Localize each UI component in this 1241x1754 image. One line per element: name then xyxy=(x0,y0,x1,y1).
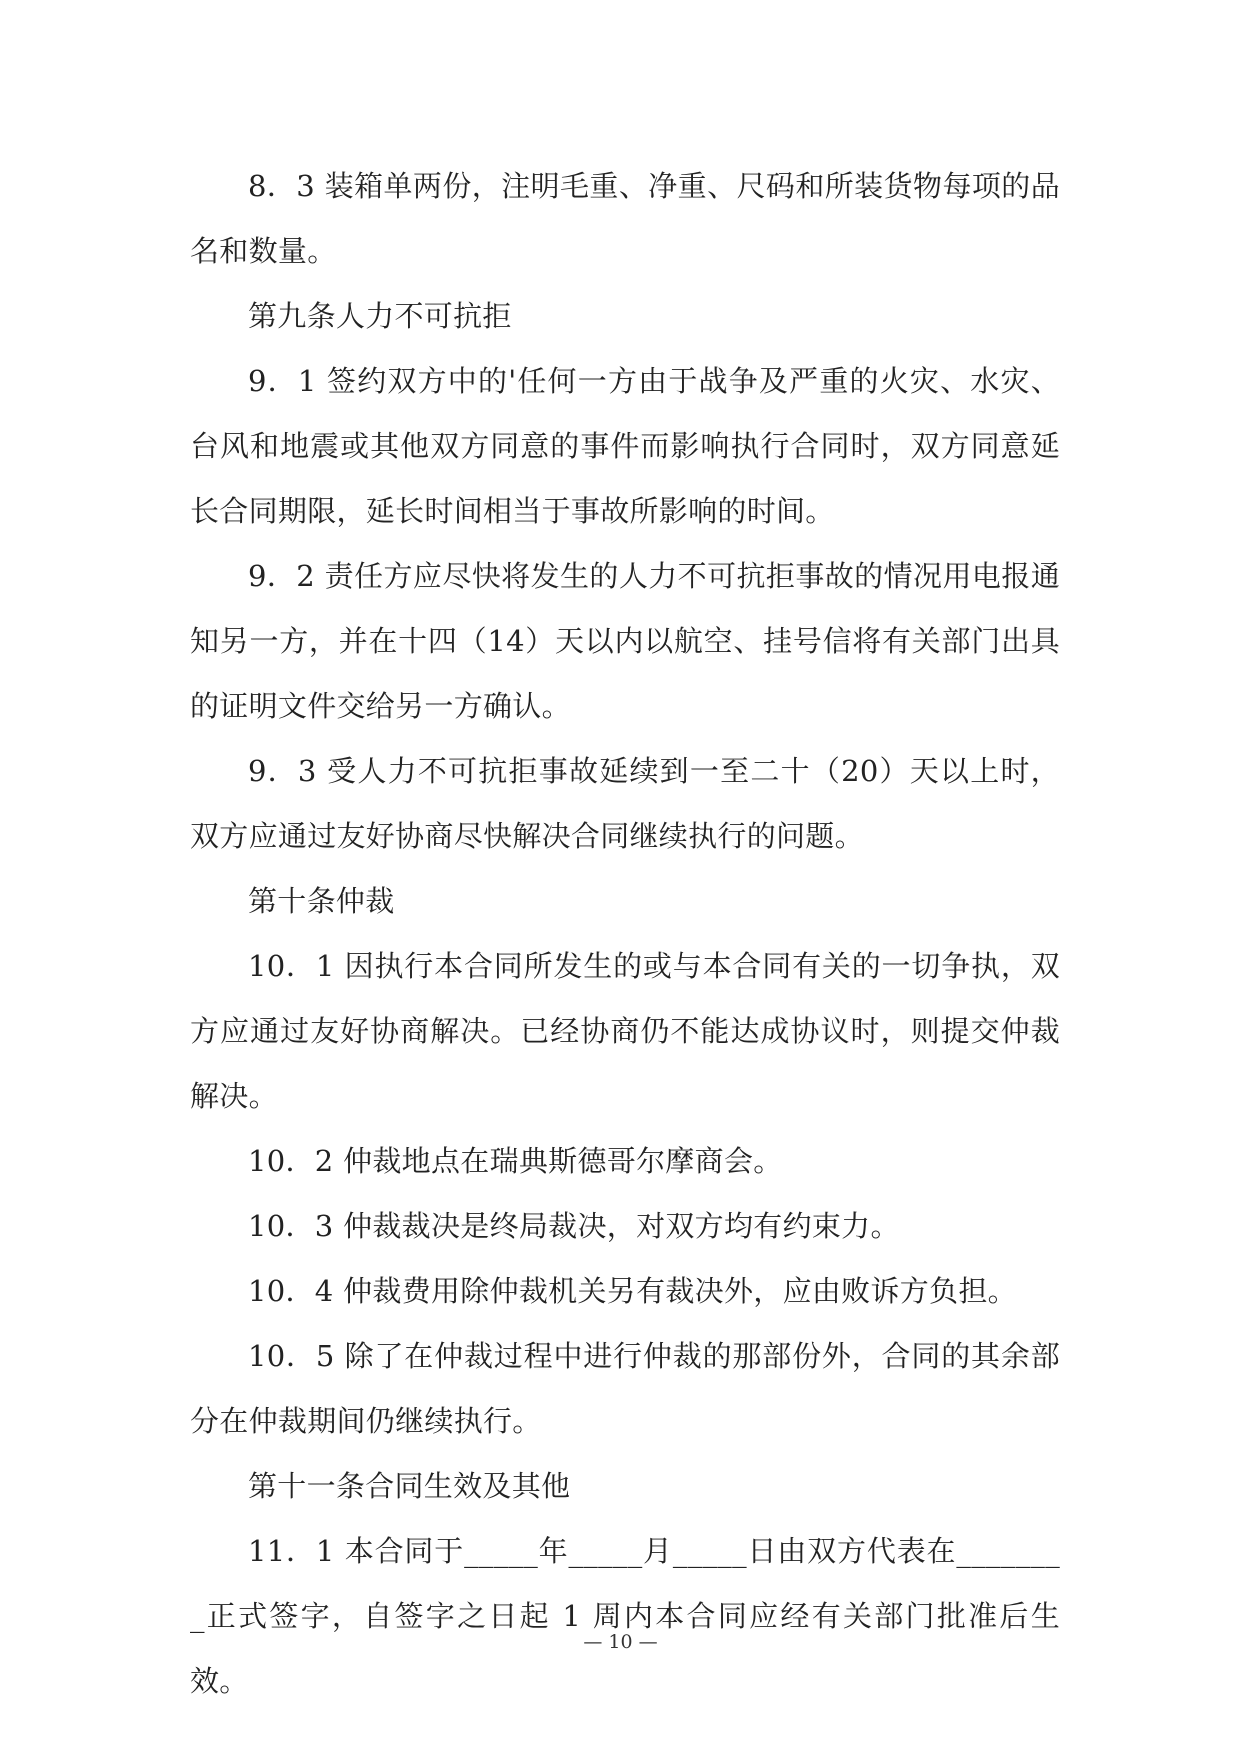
paragraph-10-3: 10．3 仲裁裁决是终局裁决，对双方均有约束力。 xyxy=(248,1209,900,1243)
paragraph-10-2: 10．2 仲裁地点在瑞典斯德哥尔摩商会。 xyxy=(248,1144,783,1178)
document-body xyxy=(190,154,1060,1714)
paragraph-9-3: 9．3 受人力不可抗拒事故延续到一至二十（20）天以上时，双方应通过友好协商尽快解决合同继续执行的问题。 xyxy=(190,754,1060,853)
heading-article-11: 第十一条合同生效及其他 xyxy=(248,1469,571,1503)
paragraph-10-5: 10．5 除了在仲裁过程中进行仲裁的那部份外，合同的其余部分在仲裁期间仍继续执行。 xyxy=(190,1339,1060,1438)
paragraph-10-1: 10．1 因执行本合同所发生的或与本合同有关的一切争执，双方应通过友好协商解决。已经协商仍不能达成协议时，则提交仲裁解决。 xyxy=(190,949,1060,1113)
paragraph-8-3: 8．3 装箱单两份，注明毛重、净重、尺码和所装货物每项的品名和数量。 xyxy=(190,169,1060,268)
paragraph-11-1: 11．1 本合同于_____年_____月_____日由双方代表在________正式签字，自签字之日起 1 周内本合同应经有关部门批准后生效。 xyxy=(190,1534,1060,1698)
heading-article-10: 第十条仲裁 xyxy=(248,884,395,918)
paragraph-9-2: 9．2 责任方应尽快将发生的人力不可抗拒事故的情况用电报通知另一方，并在十四（14）天以内以航空、挂号信将有关部门出具的证明文件交给另一方确认。 xyxy=(190,559,1060,723)
paragraph-10-4: 10．4 仲裁费用除仲裁机关另有裁决外，应由败诉方负担。 xyxy=(248,1274,1017,1308)
paragraph-9-1: 9．1 签约双方中的'任何一方由于战争及严重的火灾、水灾、台风和地震或其他双方同意的事件而影响执行合同时，双方同意延长合同期限，延长时间相当于事故所影响的时间。 xyxy=(190,364,1060,528)
page-number: — 10 — xyxy=(583,1631,658,1653)
heading-article-9: 第九条人力不可抗拒 xyxy=(248,299,512,333)
